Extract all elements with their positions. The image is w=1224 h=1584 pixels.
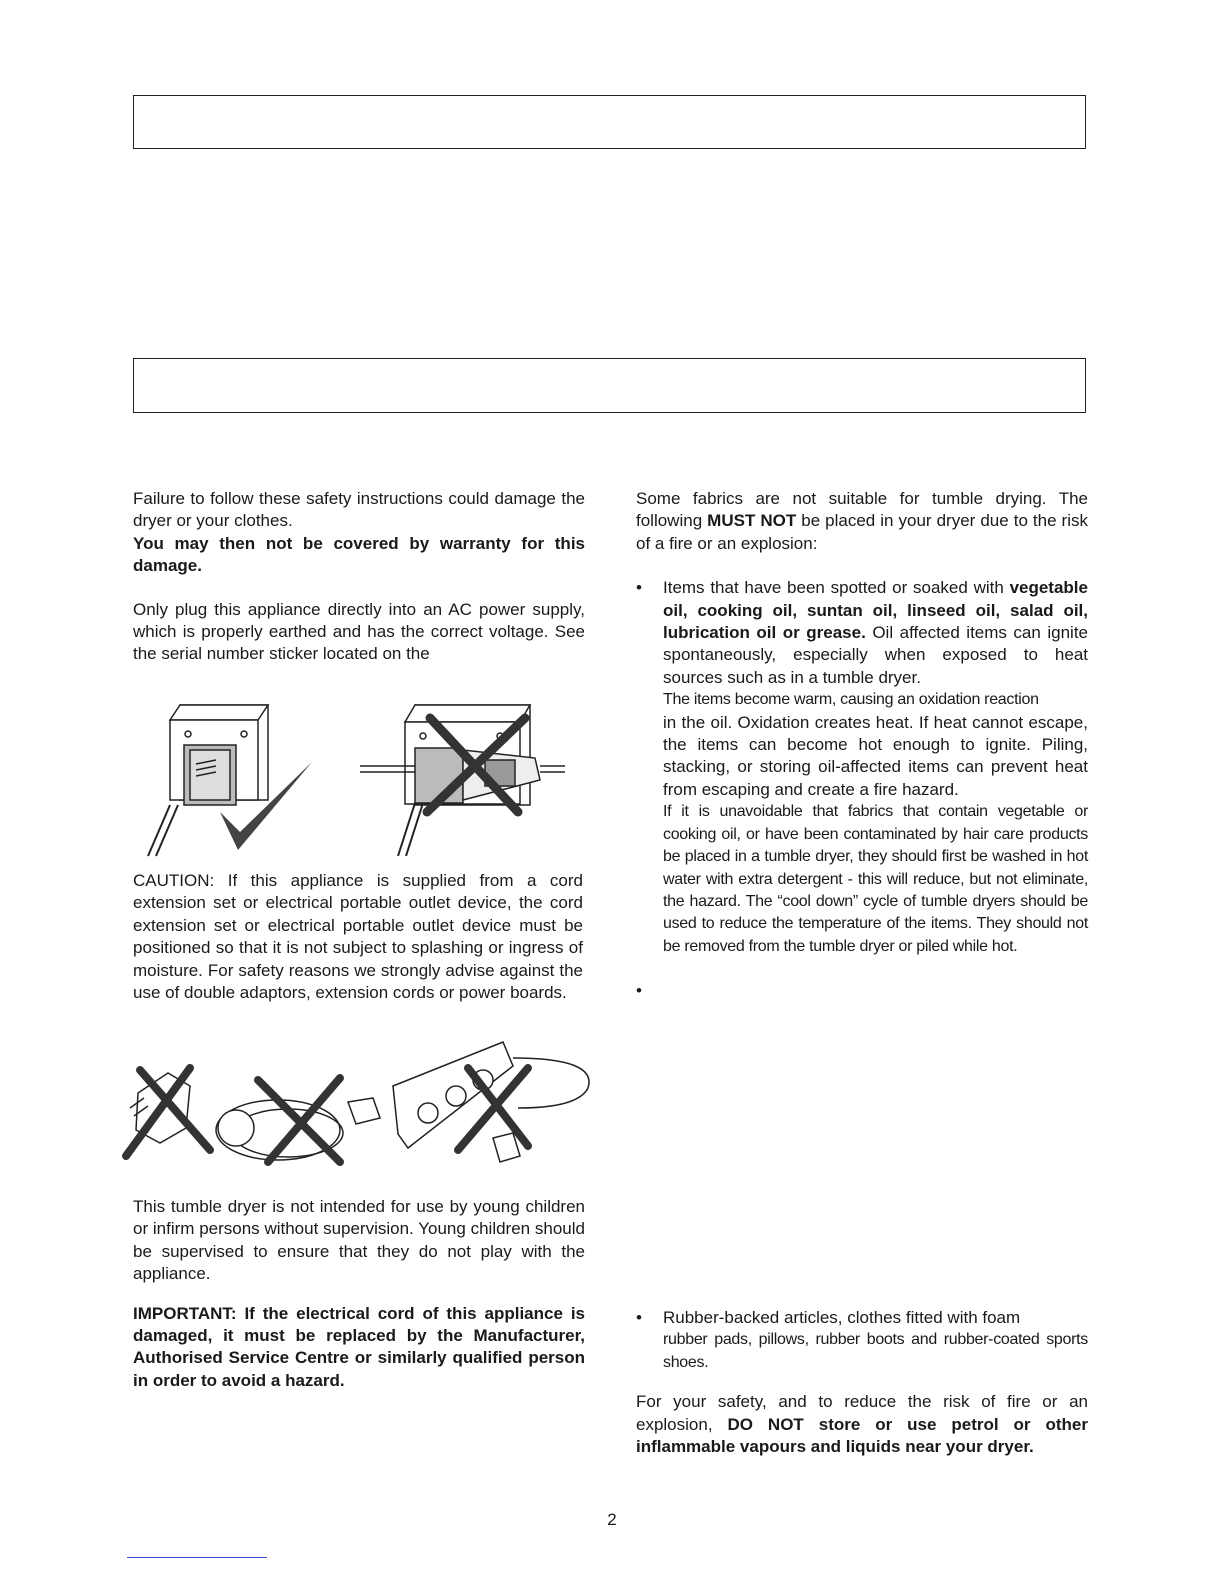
oil-items-text: Items that have been spotted or soaked with vegetable oil, cooking oil, suntan oil, linseed oil, salad oil, lubrication oil or grease. Oil affected items can ignite spontaneously, especially when exposed to heat sources such as in a tumble dryer. — [663, 578, 1088, 687]
rubber-items-text: Rubber-backed articles, clothes fitted with foam — [663, 1308, 1021, 1327]
rubber-items-text-cont: rubber pads, pillows, rubber boots and rubber-coated sports shoes. — [663, 1331, 1088, 1371]
warranty-intro-text: Failure to follow these safety instructions could damage the dryer or your clothes. — [133, 489, 585, 531]
page-number: 2 — [607, 1510, 617, 1529]
bullet-dot: • — [636, 981, 642, 1001]
fabrics-intro-text: Some fabrics are not suitable for tumble drying. The following MUST NOT be placed in your dryer due to the risk of a fire or an explosion: — [636, 489, 1088, 553]
oil-items-bullet — [636, 577, 1088, 958]
bullet-dot: • — [636, 578, 642, 598]
left-col-block-1 — [133, 488, 585, 666]
rubber-items-bullet — [636, 1307, 1088, 1374]
bullet-dot: • — [636, 1308, 642, 1327]
right-col-block-2 — [636, 1307, 1088, 1458]
heat-text: in the oil. Oxidation creates heat. If heat cannot escape, the items can become hot enough to ignite. Piling, stacking, or storing oil-affected items can prevent heat from escaping and create a fire hazard. — [663, 712, 1088, 799]
adaptors-illustration — [118, 1038, 598, 1170]
plug-illustration — [140, 700, 570, 862]
power-supply-text: Only plug this appliance directly into an AC power supply, which is properly earthed and has the correct voltage. See the serial number sticker located on the — [133, 599, 585, 664]
oxidation-text: The items become warm, causing an oxidation reaction — [663, 691, 1039, 709]
footer-rule — [127, 1557, 267, 1558]
header-box-second — [133, 358, 1086, 413]
supervision-text: This tumble dryer is not intended for use by young children or infirm persons without supervision. Young children should be supervised to ensure that they do not play with the appliance. — [133, 1197, 585, 1284]
petrol-warning-text: For your safety, and to reduce the risk of fire or an explosion, DO NOT store or use petrol or other inflammable vapours and liquids near your dryer. — [636, 1392, 1088, 1457]
left-col-block-3 — [133, 1196, 585, 1392]
important-cord-text: IMPORTANT: If the electrical cord of this appliance is damaged, it must be replaced by the Manufacturer, Authorised Service Centre or similarly qualified person in order to avoid a hazard. — [133, 1303, 585, 1390]
cross-mark-icon-2 — [258, 1078, 340, 1162]
right-col-block-1 — [636, 488, 1088, 1001]
contaminated-fabrics-text: If it is unavoidable that fabrics that contain vegetable or cooking oil, or have been contaminated by hair care products be placed in a tumble dryer, they should first be washed in hot water with extra detergent - this will reduce, but not eliminate, the hazard. The “cool down” cycle of tumble dryers should be used to reduce the temperature of the items. They should not be removed from the tumble dryer or piled while hot. — [663, 803, 1088, 955]
warranty-warning-text: You may then not be covered by warranty for this damage. — [133, 533, 585, 576]
header-box-top — [133, 95, 1086, 149]
left-col-block-2 — [133, 870, 583, 1004]
caution-text: CAUTION: If this appliance is supplied from a cord extension set or electrical portable outlet device, the cord extension set or electrical portable outlet device must be positioned so that it is not subject to splashing or ingress of moisture. For safety reasons we strongly advise against the use of double adaptors, extension cords or power boards. — [133, 871, 583, 1003]
